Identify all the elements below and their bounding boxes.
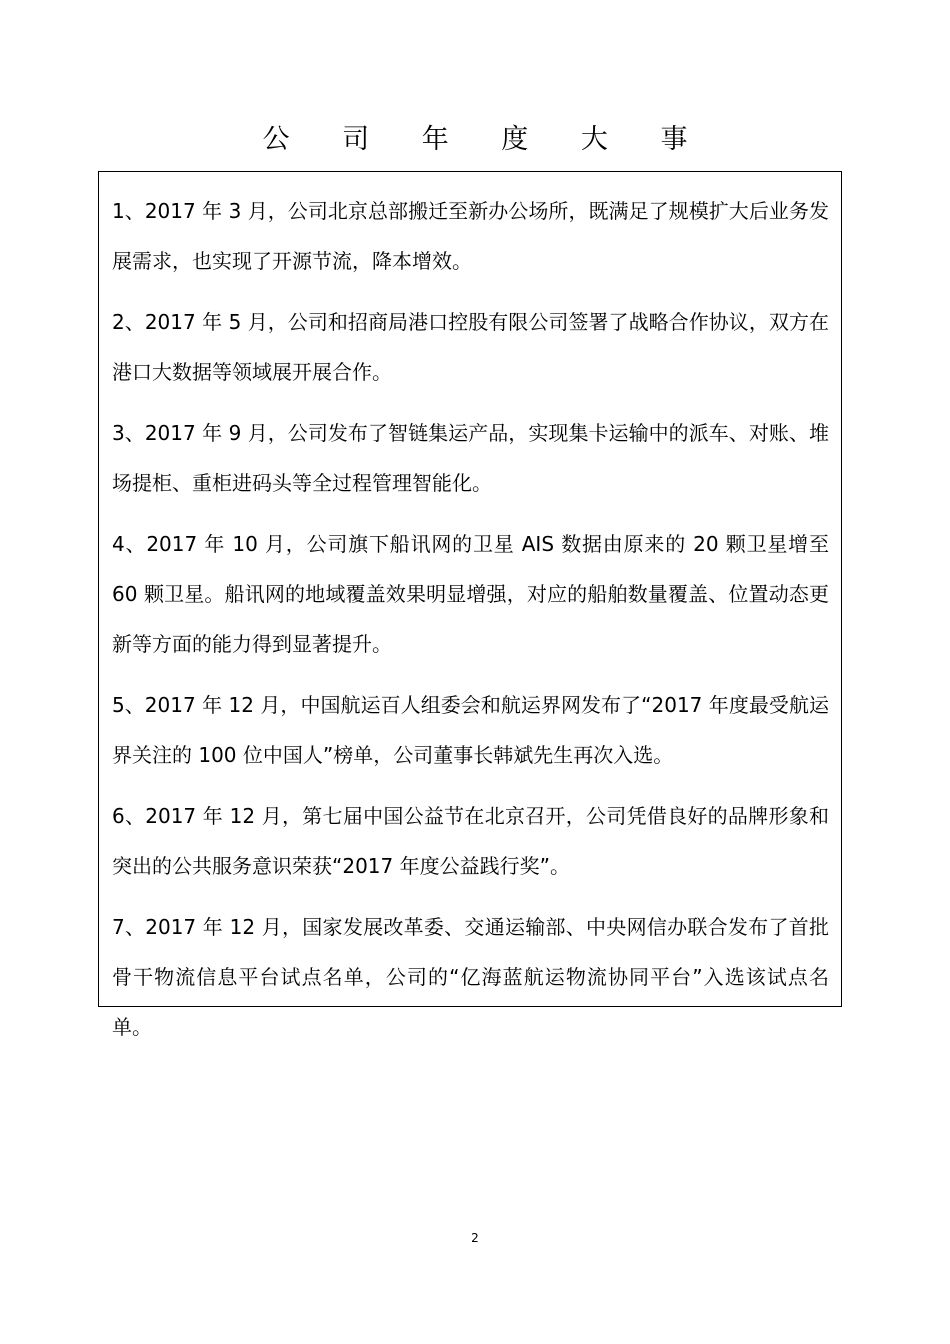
page-title: 公 司 年 度 大 事 [262,124,710,155]
event-item-1: 1、2017 年 3 月，公司北京总部搬迁至新办公场所，既满足了规模扩大后业务发展需求，也实现了开源节流，降本增效。 [112,199,829,273]
event-item-4: 4、2017 年 10 月，公司旗下船讯网的卫星 AIS 数据由原来的 20 颗卫星增至 60 颗卫星。船讯网的地域覆盖效果明显增强，对应的船舶数量覆盖、位置动态更新等方面的能力得到显著提升。 [112,532,829,656]
event-item-7: 7、2017 年 12 月，国家发展改革委、交通运输部、中央网信办联合发布了首批骨干物流信息平台试点名单，公司的“亿海蓝航运物流协同平台”入选该试点名单。 [112,915,829,1039]
events-table-box [98,171,842,1039]
event-item-2: 2、2017 年 5 月，公司和招商局港口控股有限公司签署了战略合作协议，双方在港口大数据等领域展开展合作。 [112,310,829,384]
event-item-3: 3、2017 年 9 月，公司发布了智链集运产品，实现集卡运输中的派车、对账、堆场提柜、重柜进码头等全过程管理智能化。 [112,421,829,495]
event-list [99,172,841,1052]
event-item-5: 5、2017 年 12 月，中国航运百人组委会和航运界网发布了“2017 年度最受航运界关注的 100 位中国人”榜单，公司董事长韩斌先生再次入选。 [112,693,829,767]
event-item-6: 6、2017 年 12 月，第七届中国公益节在北京召开，公司凭借良好的品牌形象和突出的公共服务意识荣获“2017 年度公益践行奖”。 [112,804,829,878]
page-number: 2 [471,1231,479,1245]
